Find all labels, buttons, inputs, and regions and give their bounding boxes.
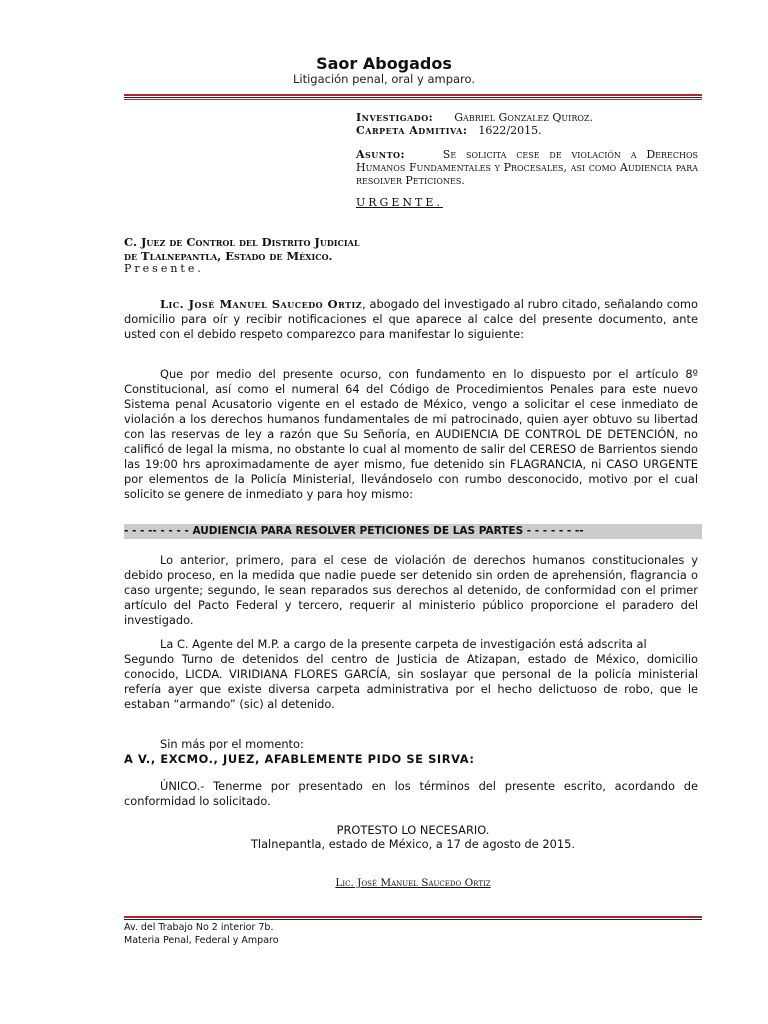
paragraph-agent [124, 637, 698, 712]
addressee-line1: C. Juez de Control del Distrito Judicial [124, 235, 360, 249]
paragraph-agent-first-line: La C. Agente del M.P. a cargo de la presente carpeta de investigación está adscrita al [160, 637, 647, 651]
presente-label: Presente. [124, 262, 204, 275]
paragraph-reasons-text: Lo anterior, primero, para el cese de violación de derechos humanos constitucionales y debido proceso, en la medida que nadie puede ser detenido sin orden de aprehensión, flagrancia o caso urgente; segundo, le sean reparados sus derechos al detenido, de conformidad con el primer artículo del Pacto Federal y tercero, requerir al ministerio público proporcione el paradero del investigado. [124, 553, 698, 627]
signature-name: Lic. José Manuel Saucedo Ortiz [335, 877, 491, 889]
firm-name: Saor Abogados [316, 54, 452, 73]
footer-address: Av. del Trabajo No 2 interior 7b. [124, 922, 274, 933]
paragraph-unico [124, 779, 698, 809]
investigado-label: Investigado: [356, 111, 434, 124]
paragraph-introduction-text: , abogado del investigado al rubro citado, señalando como domicilio para oír y recibir notificaciones el que aparece al calce del presente documento, ante usted con el debido respeto comparezco para manifestar lo siguiente: [124, 297, 698, 341]
lawyer-name: Lic. José Manuel Saucedo Ortiz [160, 297, 363, 311]
urgente-label: URGENTE. [356, 196, 443, 209]
petition-formula: A V., EXCMO., JUEZ, AFABLEMENTE PIDO SE SIRVA: [124, 752, 475, 766]
footer-block [124, 922, 279, 947]
investigado-value: Gabriel Gonzalez Quiroz. [454, 111, 593, 124]
investigado-line [356, 111, 593, 124]
closing-remark-text: Sin más por el momento: [160, 737, 304, 751]
addressee-line2: de Tlalnepantla, Estado de México. [124, 248, 333, 263]
asunto-block [356, 148, 698, 187]
header-divider [124, 94, 702, 100]
paragraph-petition [124, 367, 698, 502]
addressee-block [124, 236, 359, 276]
paragraph-introduction [124, 297, 698, 342]
closing-remark [124, 737, 698, 752]
paragraph-agent-text: Segundo Turno de detenidos del centro de Justicia de Atizapan, estado de México, domicilio conocido, LICDA. VIRIDIANA FLORES GARCÍA, sin soslayar que personal de la policía ministerial refería ayer que existe diversa carpeta administrativa por el hecho delictuoso de robo, que le estaban “armando” (sic) al detenido. [124, 652, 698, 711]
protesto-line: PROTESTO LO NECESARIO. [336, 823, 490, 837]
hearing-request-banner: - - - -- - - - - AUDIENCIA PARA RESOLVER PETICIONES DE LAS PARTES - - - - - - -- [124, 524, 702, 539]
asunto-label: Asunto: [356, 148, 406, 161]
asunto-text: Se solicita cese de violación a Derechos Humanos Fundamentales y Procesales, asi como Audiencia para resolver Peticiones. [356, 148, 699, 187]
carpeta-value: 1622/2015. [478, 124, 542, 137]
footer-practice-areas: Materia Penal, Federal y Amparo [124, 934, 279, 946]
footer-divider [124, 916, 702, 920]
place-date-line: Tlalnepantla, estado de México, a 17 de agosto de 2015. [250, 837, 576, 851]
paragraph-petition-text: Que por medio del presente ocurso, con fundamento en lo dispuesto por el artículo 8º Constitucional, así como el numeral 64 del Código de Procedimientos Penales para este nuevo Sistema penal Acusatorio vigente en el estado de México, vengo a solicitar el cese inmediato de violación a los derechos humanos fundamentales de mi patrocinado, quien ayer obtuvo su libertad con las reservas de ley a razón que Su Señoría, en AUDIENCIA DE CONTROL DE DETENCIÓN, no calificó de legal la misma, no obstante lo cual al momento de salir del CERESO de Barrientos siendo las 19:00 hrs aproximadamente de ayer mismo, fue detenido sin FLAGRANCIA, ni CASO URGENTE por elementos de la Policía Ministerial, llevándoselo con rumbo desconocido, motivo por el cual solicito se genere de inmediato y para hoy mismo: [124, 367, 698, 501]
carpeta-label: Carpeta Admitiva: [356, 124, 468, 137]
paragraph-unico-text: ÚNICO.- Tenerme por presentado en los términos del presente escrito, acordando de conformidad lo solicitado. [124, 779, 698, 808]
carpeta-line [356, 124, 542, 137]
firm-tagline: Litigación penal, oral y amparo. [292, 72, 476, 86]
paragraph-reasons [124, 553, 698, 628]
